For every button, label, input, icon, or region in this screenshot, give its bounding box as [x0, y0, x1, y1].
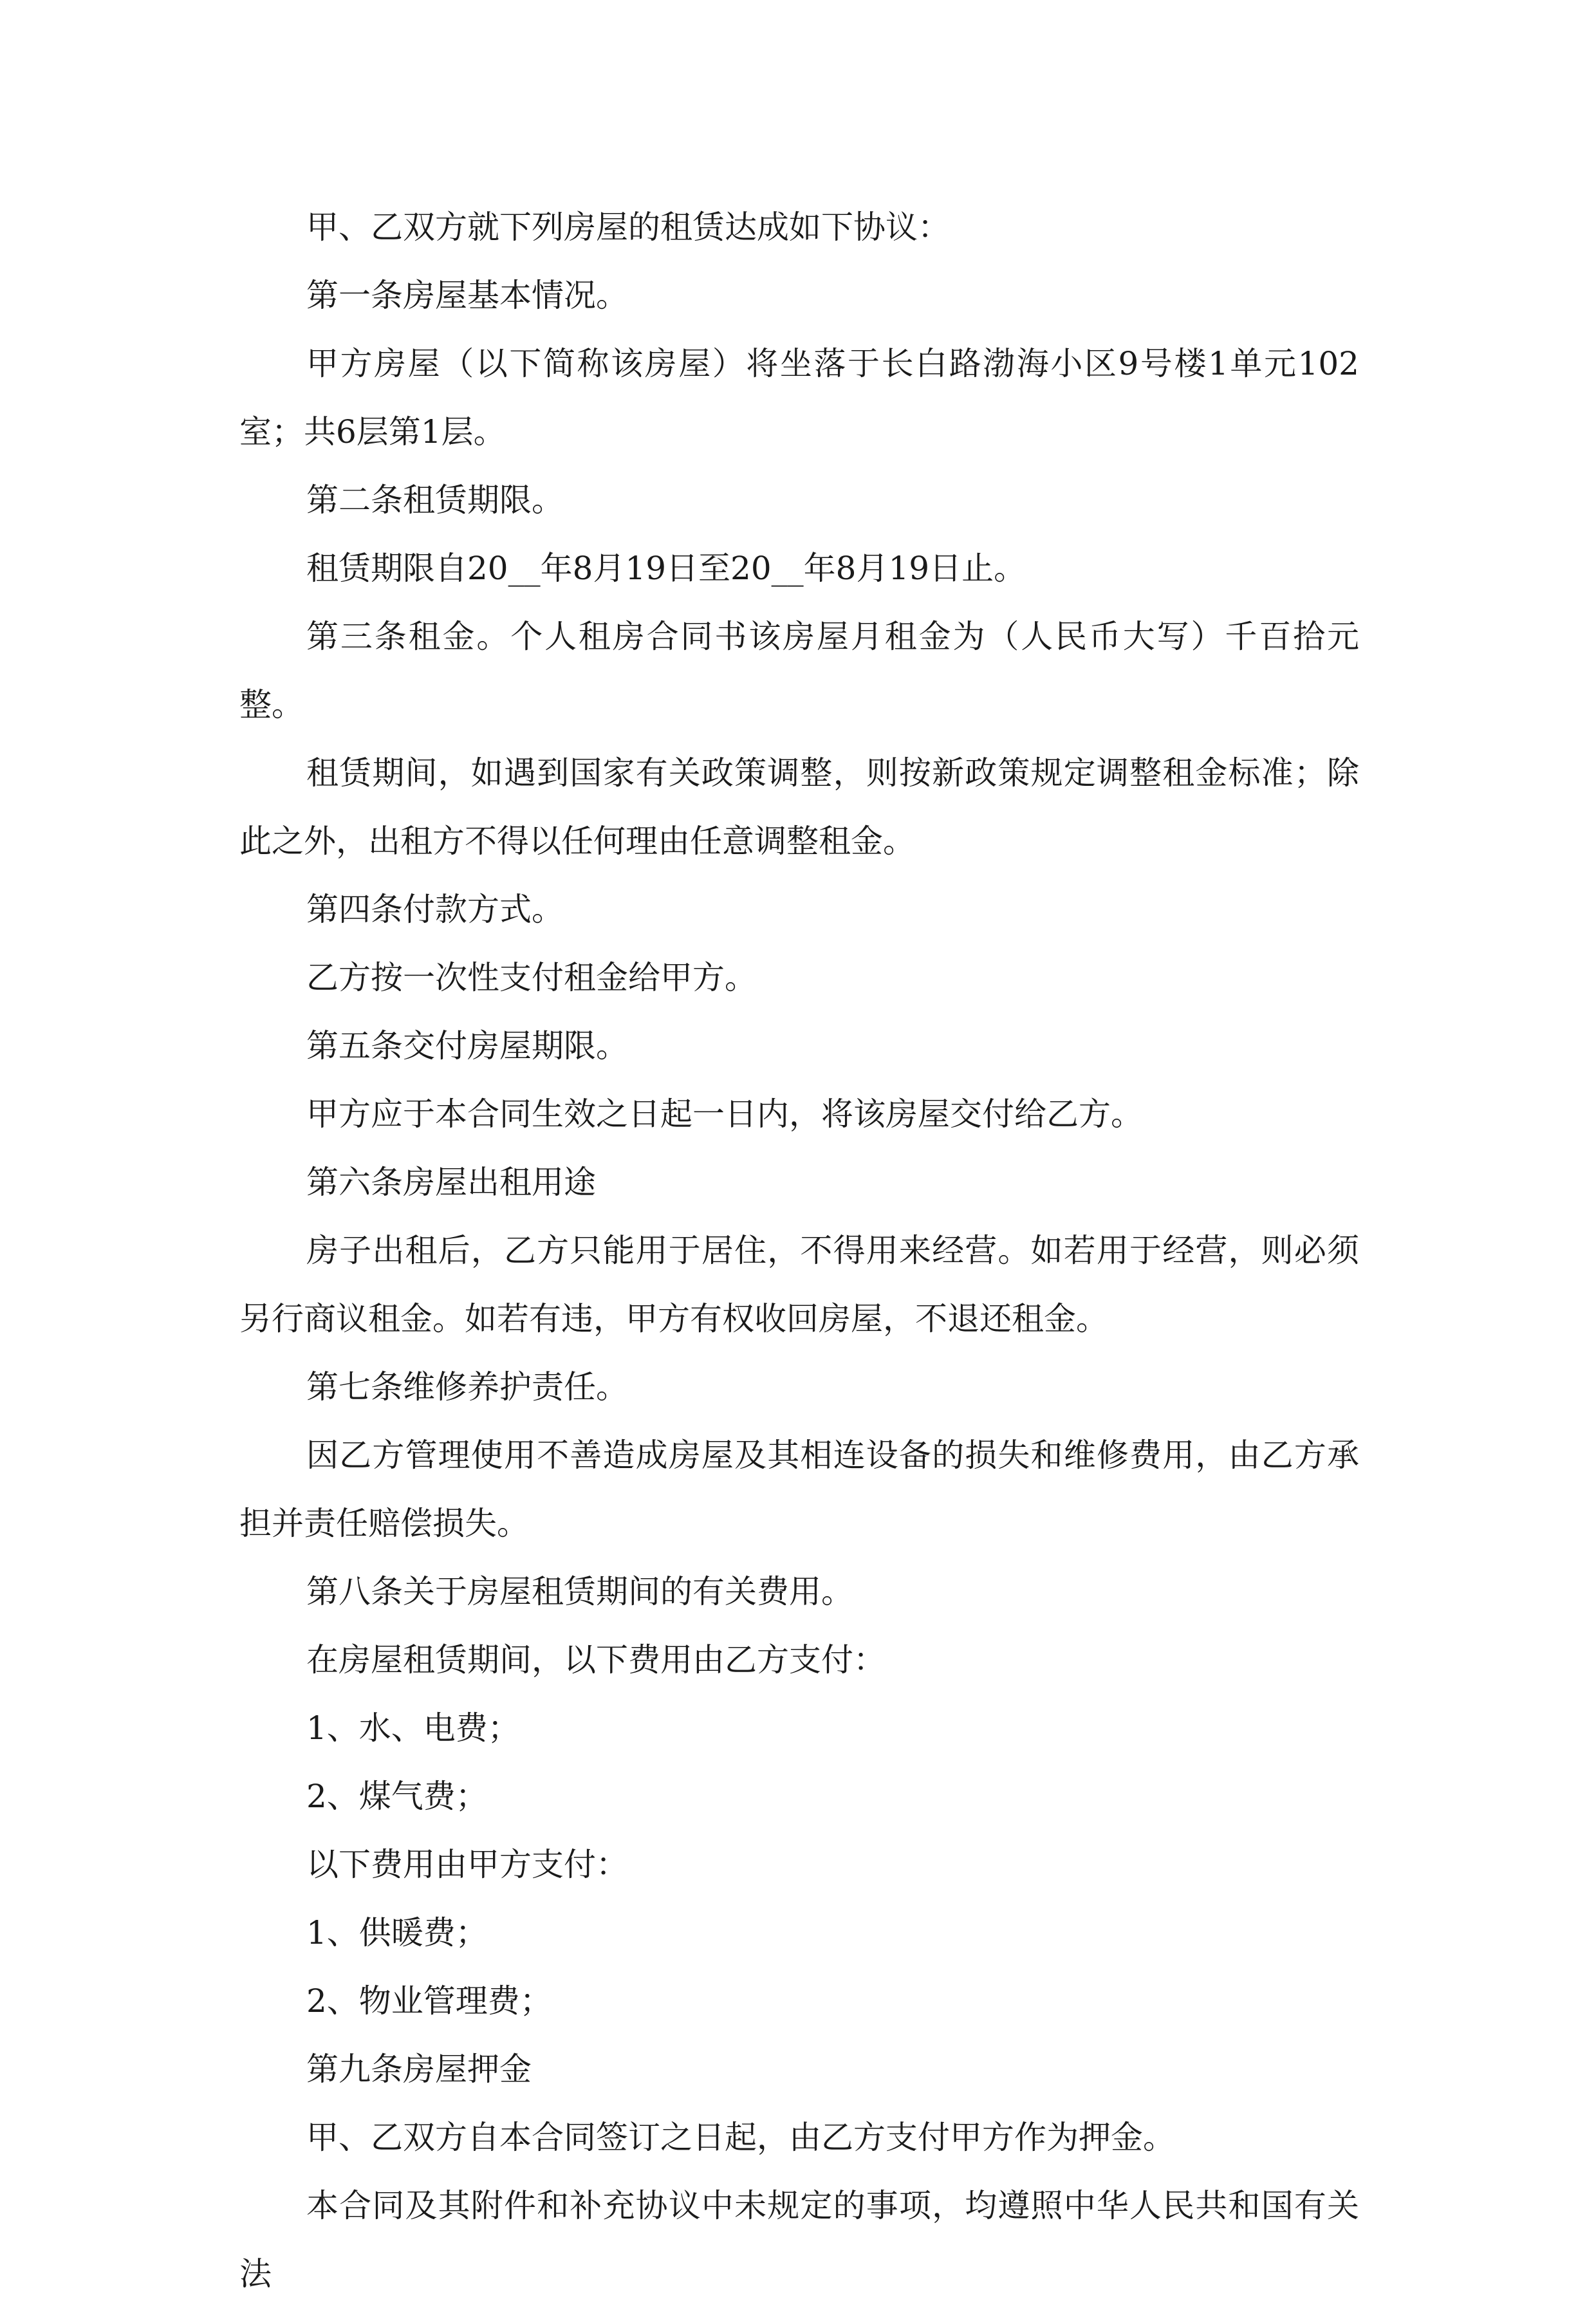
paragraph-11: 甲方应于本合同生效之日起一日内，将该房屋交付给乙方。 — [306, 1095, 1143, 1133]
paragraph-25: 本合同及其附件和补充协议中未规定的事项，均遵照中华人民共和国有关法 — [239, 2187, 1359, 2293]
article-3-heading: 第三条租金。个人租房合同书该房屋月租金为（人民币大写）千百拾元整。 — [239, 618, 1359, 723]
article-4-heading: 第四条付款方式。 — [306, 891, 564, 928]
paragraph-3: 甲方房屋（以下简称该房屋）将坐落于长白路渤海小区9号楼1单元102室；共6层第1层。 — [239, 345, 1359, 451]
article-8-heading: 第八条关于房屋租赁期间的有关费用。 — [306, 1573, 853, 1610]
paragraph-1: 甲、乙双方就下列房屋的租赁达成如下协议： — [306, 209, 950, 246]
paragraph-5: 租赁期限自20__年8月19日至20__年8月19日止。 — [306, 550, 1026, 587]
article-9-heading: 第九条房屋押金 — [306, 2051, 532, 2088]
paragraph-15: 因乙方管理使用不善造成房屋及其相连设备的损失和维修费用，由乙方承担并责任赔偿损失。 — [239, 1437, 1359, 1542]
paragraph-20: 以下费用由甲方支付： — [306, 1846, 628, 1883]
paragraph-24: 甲、乙双方自本合同签订之日起，由乙方支付甲方作为押金。 — [306, 2119, 1175, 2156]
paragraph-13: 房子出租后，乙方只能用于居住，不得用来经营。如若用于经营，则必须另行商议租金。如若有违，甲方有权收回房屋，不退还租金。 — [239, 1232, 1359, 1337]
list-item: 2、物业管理费； — [306, 1982, 552, 2020]
article-6-heading: 第六条房屋出租用途 — [306, 1164, 596, 1201]
paragraph-17: 在房屋租赁期间，以下费用由乙方支付： — [306, 1641, 886, 1679]
article-5-heading: 第五条交付房屋期限。 — [306, 1027, 628, 1065]
list-item: 1、供暖费； — [306, 1914, 488, 1951]
list-item: 2、煤气费； — [306, 1778, 488, 1815]
list-item: 1、水、电费； — [306, 1709, 520, 1747]
paragraph-7: 租赁期间，如遇到国家有关政策调整，则按新政策规定调整租金标准；除此之外，出租方不得以任何理由任意调整租金。 — [239, 754, 1359, 860]
article-7-heading: 第七条维修养护责任。 — [306, 1368, 628, 1406]
article-1-heading: 第一条房屋基本情况。 — [306, 277, 628, 314]
article-2-heading: 第二条租赁期限。 — [306, 481, 564, 519]
document-body — [239, 193, 1359, 2308]
paragraph-9: 乙方按一次性支付租金给甲方。 — [306, 959, 757, 996]
